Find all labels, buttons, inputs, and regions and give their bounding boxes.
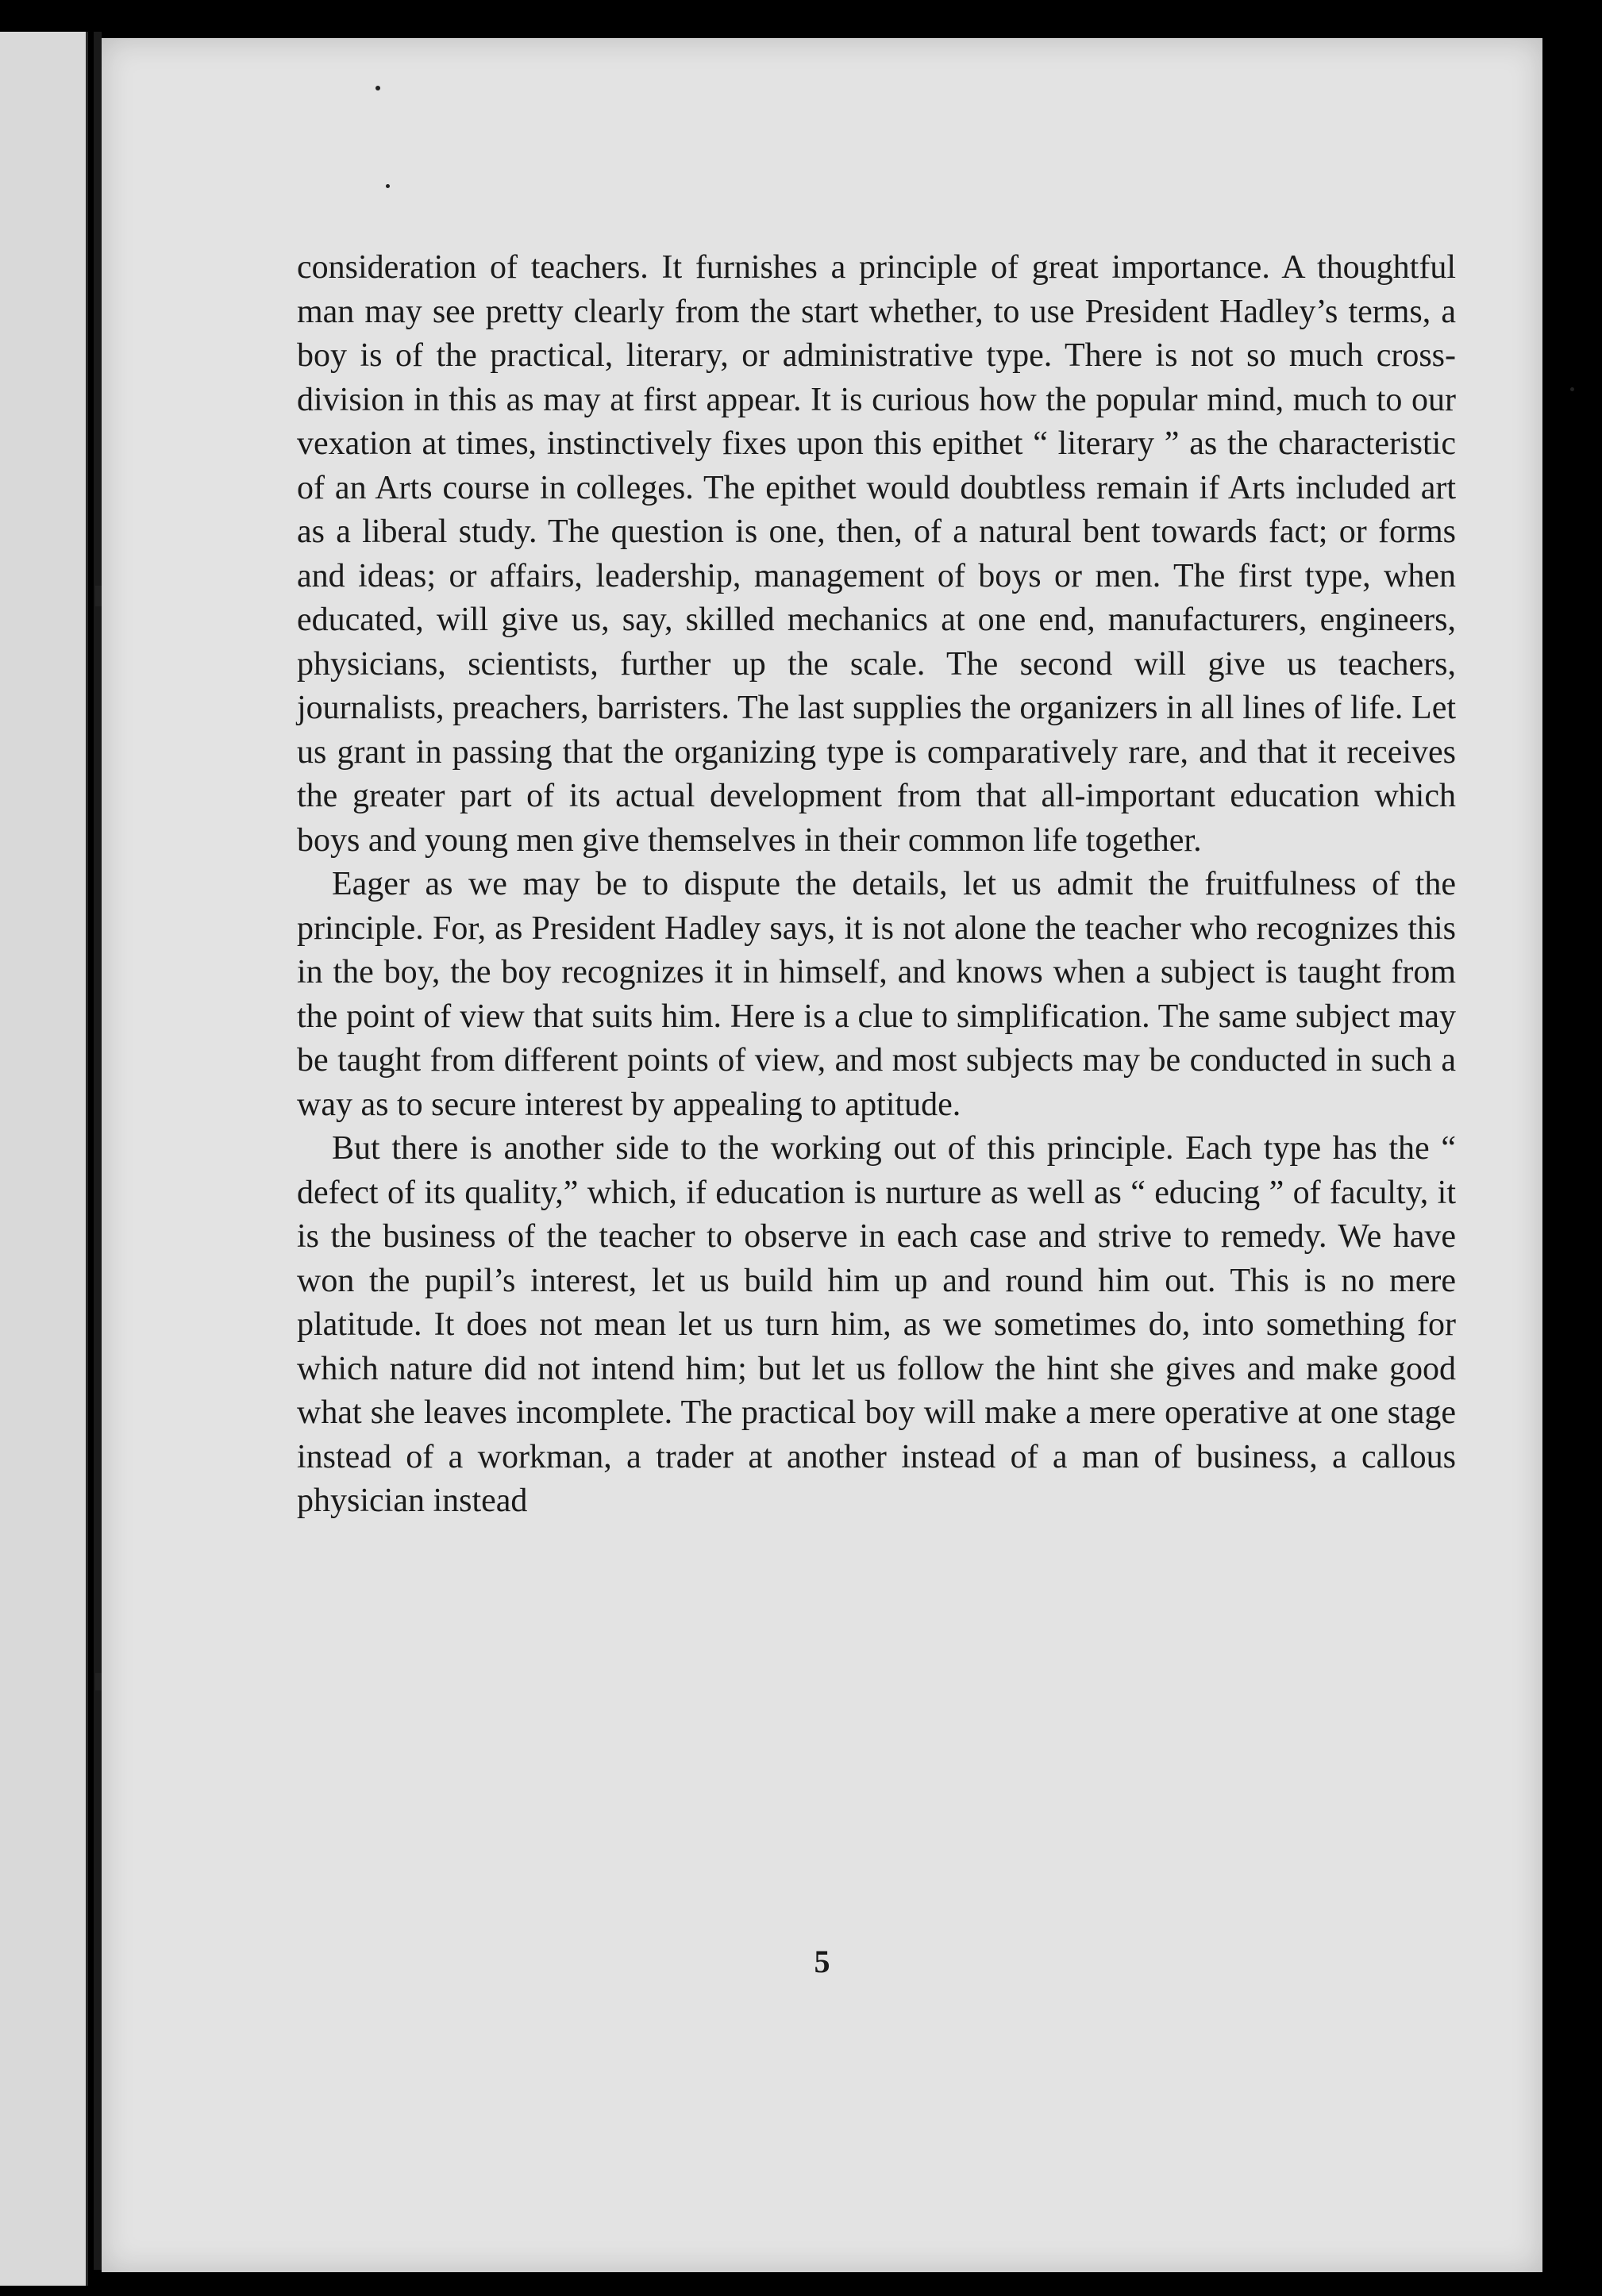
body-text bbox=[297, 246, 1456, 1524]
scan-speck bbox=[386, 184, 390, 188]
scan-edge-mark bbox=[95, 586, 102, 606]
paragraph-1: consideration of teachers. It furnishes a principle of great importance. A thoughtful man may see pretty clearly from the start whether, to use President Hadley’s terms, a boy is of the practical, literary, or administrative type. There is not so much cross-division in this as may at first appear. It is curious how the popular mind, much to our vexation at times, instinctively fixes upon this epithet “ literary ” as the characteristic of an Arts course in colleges. The epithet would doubtless remain if Arts included art as a liberal study. The question is one, then, of a natural bent towards fact; or forms and ideas; or affairs, leadership, management of boys or men. The first type, when educated, will give us, say, skilled mechanics at one end, manufacturers, engineers, physicians, scientists, further up the scale. The second will give us teachers, journalists, preachers, barristers. The last supplies the organizers in all lines of life. Let us grant in passing that the organizing type is comparatively rare, and that it receives the greater part of its actual development from that all-important education which boys and young men give themselves in their common life together. bbox=[297, 249, 1456, 859]
scan-edge-mark bbox=[95, 1673, 102, 1690]
scan-speck bbox=[1570, 387, 1574, 391]
previous-page-edge bbox=[0, 32, 88, 2286]
scanned-page bbox=[102, 38, 1542, 2272]
paragraph-2: Eager as we may be to dispute the details, let us admit the fruitfulness of the principle. For, as President Hadley says, it is not alone the teacher who recognizes this in the boy, the boy recognizes it in himself, and knows when a subject is taught from the point of view that suits him. Here is a clue to simplification. The same subject may be taught from different points of view, and most subjects may be conducted in such a way as to secure interest by appealing to aptitude. bbox=[297, 866, 1456, 1123]
page-number: 5 bbox=[814, 1944, 830, 1979]
page-gutter-shadow bbox=[94, 32, 102, 2270]
scan-speck bbox=[375, 86, 380, 90]
paragraph-3: But there is another side to the working out of this principle. Each type has the “ defect of its quality,” which, if education is nurture as well as “ educing ” of faculty, it is the business of the teacher to observe in each case and strive to remedy. We have won the pupil’s interest, let us build him up and round him out. This is no mere platitude. It does not mean let us turn him, as we sometimes do, into something for which nature did not intend him; but let us follow the hint she gives and make good what she leaves incomplete. The practical boy will make a mere operative at one stage instead of a workman, a trader at another instead of a man of business, a callous physician instead bbox=[297, 1130, 1456, 1519]
